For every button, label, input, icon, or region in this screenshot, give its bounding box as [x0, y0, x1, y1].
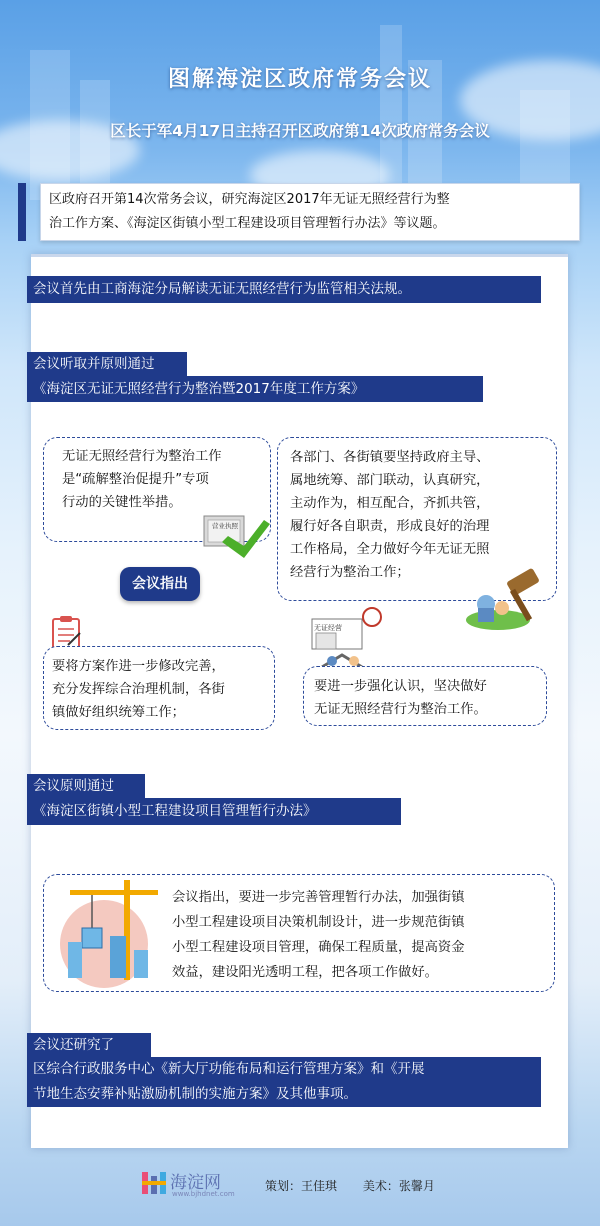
credits	[265, 1177, 457, 1194]
section3-text: 会议指出，要进一步完善管理暂行办法，加强街镇 小型工程建设项目决策机制设计，进一步规范街镇 小型工程建设项目管理，确保工程质量，提高资金 效益，建设阳光透明工程，把各项工作做好。	[172, 890, 465, 980]
meeting-pointed-out-badge: 会议指出	[120, 567, 200, 601]
section4-heading: 会议还研究了	[27, 1033, 151, 1057]
construction-crane-illustration	[52, 870, 162, 990]
point-box-a: 无证无照经营行为整治工作 是“疏解整治促提升”专项 行动的关键性举措。	[43, 437, 271, 542]
logo-name: 海淀网	[170, 1173, 221, 1193]
point-box-c: 要将方案作进一步修改完善， 充分发挥综合治理机制，各街 镇做好组织统筹工作；	[43, 646, 275, 730]
planner-credit: 策划：王佳琪	[265, 1179, 338, 1193]
logo-url: www.bjhdnet.com	[172, 1190, 235, 1198]
logo-mark-icon	[142, 1170, 166, 1196]
shop-label: 无证经营	[314, 624, 342, 632]
intro-accent-bar	[18, 183, 26, 241]
license-illustration	[200, 510, 272, 560]
header-background	[0, 0, 600, 200]
artist-credit: 美术：张馨月	[362, 1179, 435, 1193]
page-title: 图解海淀区政府常务会议	[167, 67, 432, 92]
intro-line: 区政府召开第14次常务会议，研究海淀区2017年无证无照经营行为整	[49, 192, 450, 207]
section3-document-title: 《海淀区街镇小型工程建设项目管理暂行办法》	[27, 798, 401, 825]
section3-box	[43, 874, 555, 992]
point-box-d: 要进一步强化认识，坚决做好 无证无照经营行为整治工作。	[303, 666, 547, 726]
intro-block	[18, 183, 580, 241]
intro-line: 治工作方案、《海淀区街镇小型工程建设项目管理暂行办法》等议题。	[49, 216, 446, 231]
gavel-illustration	[458, 560, 556, 635]
haidian-net-logo[interactable]	[142, 1168, 242, 1202]
intro-text-box	[40, 183, 580, 241]
page-subtitle: 区长于军4月17日主持召开区政府第14次政府常务会议	[110, 122, 490, 140]
point-box-b: 各部门、各街镇要坚持政府主导、 属地统筹、部门联动，认真研究， 主动作为，相互配合，齐抓共管， 履行好各自职责，形成良好的治理 工作格局，全力做好今年无证无照 经营行为整治工作；	[277, 437, 557, 601]
section2-document-title: 《海淀区无证无照经营行为整治暨2017年度工作方案》	[27, 376, 483, 402]
section4-body: 区综合行政服务中心《新大厅功能布局和运行管理方案》和《开展 节地生态安葬补贴激励机制的实施方案》及其他事项。	[27, 1057, 541, 1107]
section1-text: 会议首先由工商海淀分局解读无证无照经营行为监管相关法规。	[33, 281, 411, 297]
license-label: 营业执照	[212, 522, 238, 530]
section3-heading: 会议原则通过	[27, 774, 145, 798]
section2-heading: 会议听取并原则通过	[27, 352, 187, 376]
section1-bar	[27, 276, 541, 303]
